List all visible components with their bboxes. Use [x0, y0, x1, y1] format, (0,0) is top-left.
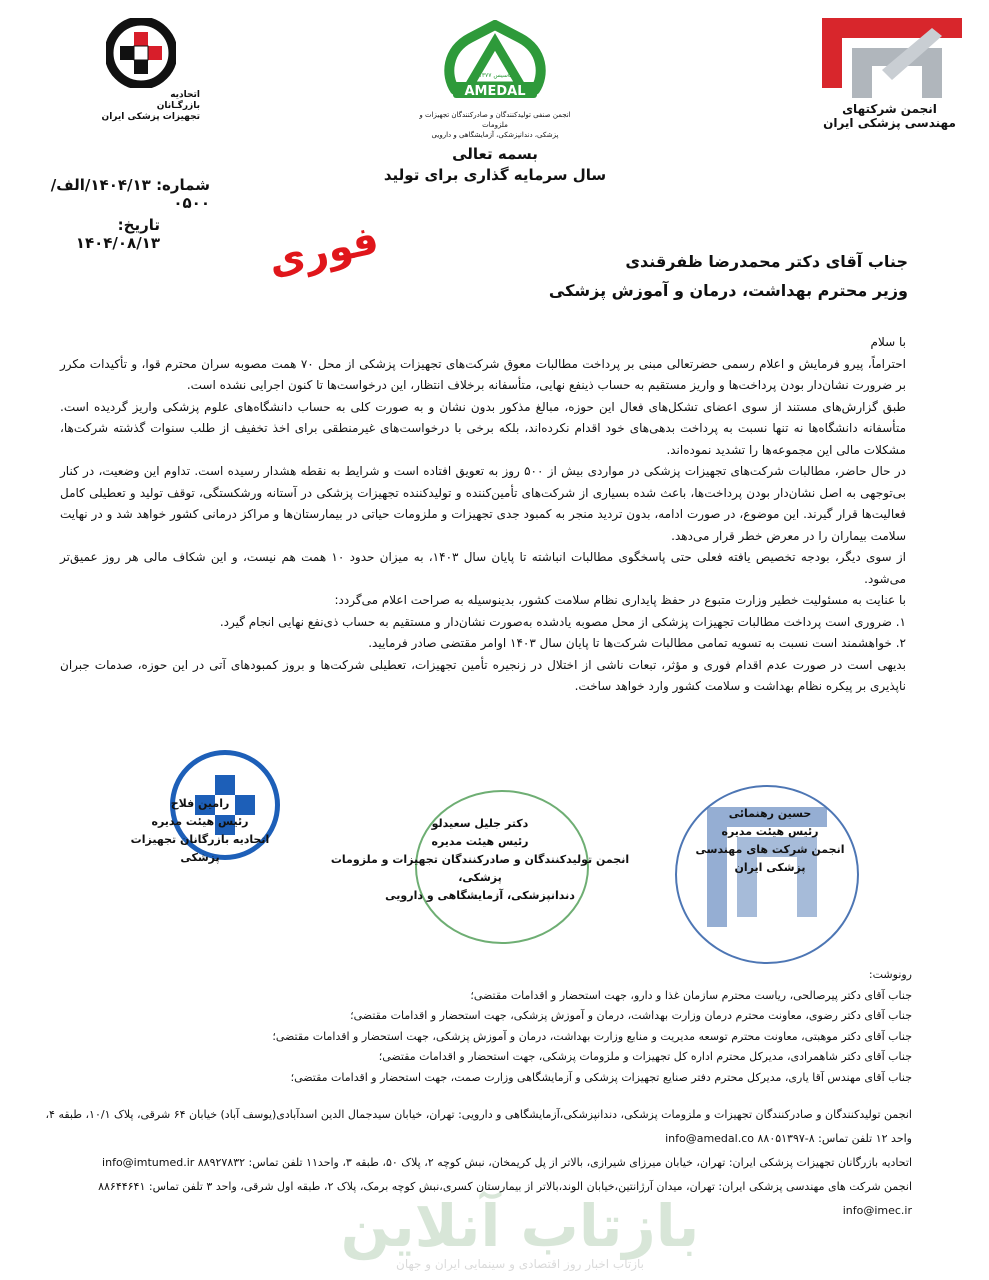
invocation: بسمه تعالی: [452, 145, 538, 163]
cc-line: جناب آقای دکتر رضوی، معاونت محترم درمان وزارت بهداشت، درمان و آموزش پزشکی، جهت استحضار و اقدامات مقتضی؛: [350, 1009, 912, 1022]
signature-1: [110, 795, 290, 867]
cc-line: جناب آقای مهندس آقا یاری، مدیرکل محترم دفتر صنایع تجهیزات پزشکی و آزمایشگاهی وزارت صمت، جهت استحضار و اقدامات مقتضی؛: [290, 1070, 912, 1084]
greeting: با سلام: [870, 335, 906, 349]
letter-number: [40, 176, 210, 212]
date-value: ۱۴۰۴/۰۸/۱۳: [75, 234, 160, 252]
cc-list: [200, 965, 912, 1088]
signature-3: [690, 805, 850, 877]
union-emblem-icon: [106, 18, 176, 88]
union-logo-line1: اتحادیه: [170, 90, 200, 100]
paragraph-4: از سوی دیگر، بودجه تخصیص یافته فعلی حتی پاسخگوی مطالبات انباشته تا پایان سال ۱۴۰۳، به میزان حدود ۱۰ همت هم نیست، و این شکاف مالی هر روز عمیق‌تر می‌شود.: [60, 550, 906, 586]
signer-1-org-line1: اتحادیه بازرگانان تجهیزات: [130, 833, 270, 846]
footer-line-amedal-contact: واحد ۱۲ تلفن تماس: ۸-۸۸۰۵۱۳۹۷ info@amedal.co: [665, 1132, 912, 1145]
request-item-1: ۱. ضروری است پرداخت مطالبات تجهیزات پزشکی از محل مصوبه یادشده به‌صورت نشان‌دار و مستقیم به حساب ذی‌نفع نهایی انجام گیرد.: [219, 614, 906, 629]
signer-1-org-line2: پزشکی: [180, 851, 220, 864]
signer-1-name: رامین فلاح: [170, 797, 230, 810]
signatures-area: [100, 745, 880, 965]
cc-line: جناب آقای دکتر موهبتی، معاونت محترم توسعه مدیریت و منابع وزارت بهداشت، درمان و آموزش پزشکی، جهت استحضار و اقدامات مقتضی؛: [272, 1029, 912, 1043]
amedal-logo: [415, 20, 575, 140]
imec-logo-line1: انجمن شرکتهای: [842, 102, 937, 116]
addressee-name: جناب آقای دکتر محمدرضا ظفرقندی: [625, 252, 908, 271]
signer-2-role: رئیس هیئت مدیره: [431, 835, 529, 848]
paragraph-2: طبق گزارش‌های مستند از سوی اعضای تشکل‌های فعال این حوزه، مبالغ مذکور بدون نشان و به صورت کلی به حساب دانشگاه‌های علوم پزشکی واریز گردیده است. متأسفانه دانشگاه‌ها نه تنها نسبت به پرداخت بدهی‌های خود اقدام نکرده‌اند، بلکه برخی با درخواست‌های غیرمنطقی برای اخذ تخفیف از طلب سنوات گذشته شرکت‌ها، مشکلات مالی این مجموعه‌ها را تشدید نموده‌اند.: [60, 399, 906, 457]
amedal-emblem-icon: [435, 20, 555, 110]
signer-3-org-line2: پزشکی ایران: [734, 861, 806, 874]
signature-2: [320, 815, 640, 905]
union-logo: [90, 18, 200, 122]
amedal-desc-line2: پزشکی، دندانپزشکی، آزمایشگاهی و دارویی: [431, 131, 559, 139]
paragraph-6: بدیهی است در صورت عدم اقدام فوری و مؤثر، تبعات ناشی از اختلال در زنجیره تأمین تجهیزات، تعطیلی شرکت‌ها و بروز کمبودهای آتی در این حوزه، صدمات جبران ناپذیری بر پیکره نظام بهداشت و سلامت کشور وارد خواهد ساخت.: [60, 657, 906, 693]
number-value: ۱۴۰۴/۱۳/الف/۰۵۰۰: [50, 176, 210, 212]
addressee-title: وزیر محترم بهداشت، درمان و آموزش پزشکی: [548, 281, 908, 300]
letter-body: [60, 332, 906, 698]
cc-line: جناب آقای دکتر شاهمرادی، مدیرکل محترم اداره کل تجهیزات و ملزومات پزشکی، جهت استحضار و اقدامات مقتضی؛: [378, 1050, 912, 1063]
amedal-founded-text: تاسیس ۱۳۷۷: [478, 72, 512, 79]
year-motto: سال سرمایه گذاری برای تولید: [383, 166, 607, 184]
signer-3-name: حسین رهنمائی: [728, 807, 812, 820]
imec-logo: [812, 8, 967, 128]
imec-emblem-icon: [822, 8, 962, 98]
cc-label: رونوشت:: [868, 968, 912, 981]
paragraph-5: با عنایت به مسئولیت خطیر وزارت متبوع در حفظ پایداری نظام سلامت کشور، بدینوسیله به صراحت اعلام می‌گردد:: [334, 593, 906, 607]
signer-3-role: رئیس هیئت مدیره: [721, 825, 819, 838]
union-logo-line3: تجهیزات پزشکی ایران: [101, 112, 200, 122]
signer-2-name: دکتر جلیل سعیدلو: [431, 817, 529, 830]
cc-line: جناب آقای دکتر پیرصالحی، ریاست محترم سازمان غذا و دارو، جهت استحضار و اقدامات مقتضی؛: [470, 988, 912, 1002]
site-watermark: [300, 1192, 740, 1271]
footer-line-imec-email: info@imec.ir: [842, 1204, 912, 1217]
paragraph-3: در حال حاضر، مطالبات شرکت‌های تجهیزات پزشکی در مواردی بیش از ۵۰۰ روز به تعویق افتاده است و شرایط به نقطه هشدار رسیده است. تداوم این وضعیت، در کنار بی‌توجهی به اصل نشان‌دار بودن پرداخت‌ها، باعث شده بسیاری از شرکت‌های تأمین‌کننده و تولیدکننده تجهیزات پزشکی در آستانه ورشکستگی، توقف تولید و تعطیلی کامل فعالیت‌ها قرار گیرند. این موضوع، در صورت ادامه، بدون تردید منجر به کمبود جدی تجهیزات و ملزومات حیاتی در بیمارستان‌ها و مراکز درمانی کشور خواهد شد و در نهایت سلامت بیماران را در معرض خطر قرار می‌دهد.: [60, 464, 907, 543]
union-logo-line2: بازرگـانان: [156, 101, 200, 111]
signer-2-org-line1: انجمن تولیدکنندگان و صادرکنندگان تجهیزات و ملزومات پزشکی،: [330, 853, 630, 884]
paragraph-1: احتراماً، پیرو فرمایش و اعلام رسمی حضرتعالی مبنی بر پرداخت مطالبات معوق شرکت‌های تجهیزات پزشکی از محل ۷۰ همت مصوبه سران محترم قوا، و تأکیدات مکرر بر ضرورت نشان‌دار بودن پرداخت‌ها و واریز مستقیم به حساب ذینفع نهایی، متأسفانه برخلاف انتظار، این درخواست‌ها تا کنون اجرایی نشده است.: [60, 356, 906, 392]
signer-2-org-line2: دندانپزشکی، آزمایشگاهی و دارویی: [385, 889, 575, 902]
signer-3-org-line1: انجمن شرکت های مهندسی: [695, 843, 845, 856]
amedal-desc-line1: انجمن صنفی تولیدکنندگان و صادرکنندگان تجهیزات و ملزومات: [419, 111, 571, 129]
urgent-stamp: فوری: [264, 216, 383, 286]
number-label: شماره:: [156, 176, 210, 194]
signer-1-role: رئیس هیئت مدیره: [151, 815, 249, 828]
request-item-2: ۲. خواهشمند است نسبت به تسویه تمامی مطالبات شرکت‌ها تا پایان سال ۱۴۰۳ اوامر مقتضی صادر فرمایید.: [368, 636, 906, 650]
footer-line-amedal-address: انجمن تولیدکنندگان و صادرکنندگان تجهیزات و ملزومات پزشکی، دندانپزشکی،آزمایشگاهی و دارویی: تهران، خیابان سیدجمال الدین اسدآبادی(یوسف آباد) خیابان ۶۴ شرقی، پلاک ۱۰/۱، طبقه ۴،: [45, 1108, 912, 1121]
imec-logo-line2: مهندسی پزشکی ایران: [823, 116, 956, 130]
amedal-brand-text: AMEDAL: [464, 84, 526, 99]
watermark-subtitle: بازتاب اخبار روز اقتصادی و سینمایی ایران و جهان: [396, 1257, 644, 1271]
letter-date: [40, 216, 160, 252]
watermark-title: بازتاب آنلاین: [340, 1192, 700, 1260]
footer-line-imec-address: انجمن شرکت های مهندسی پزشکی ایران: تهران، میدان آرژانتین،خیابان الوند،بالاتر از بیمارستان کسری،نبش کوچه برمک، پلاک ۲، طبقه اول شرقی، واحد ۳ تلفن تماس: ۸۸۶۴۴۶۴۱: [98, 1180, 912, 1193]
date-label: تاریخ:: [117, 216, 160, 234]
footer-line-union-address: اتحادیه بازرگانان تجهیزات پزشکی ایران: تهران، خیابان میرزای شیرازی، بالاتر از پل کریمخان، نبش کوچه ۲، پلاک ۵۰، طبقه ۳، واحد۱۱ تلفن تماس: ۸۸۹۲۷۸۳۲ info@imtumed.ir: [102, 1156, 912, 1169]
